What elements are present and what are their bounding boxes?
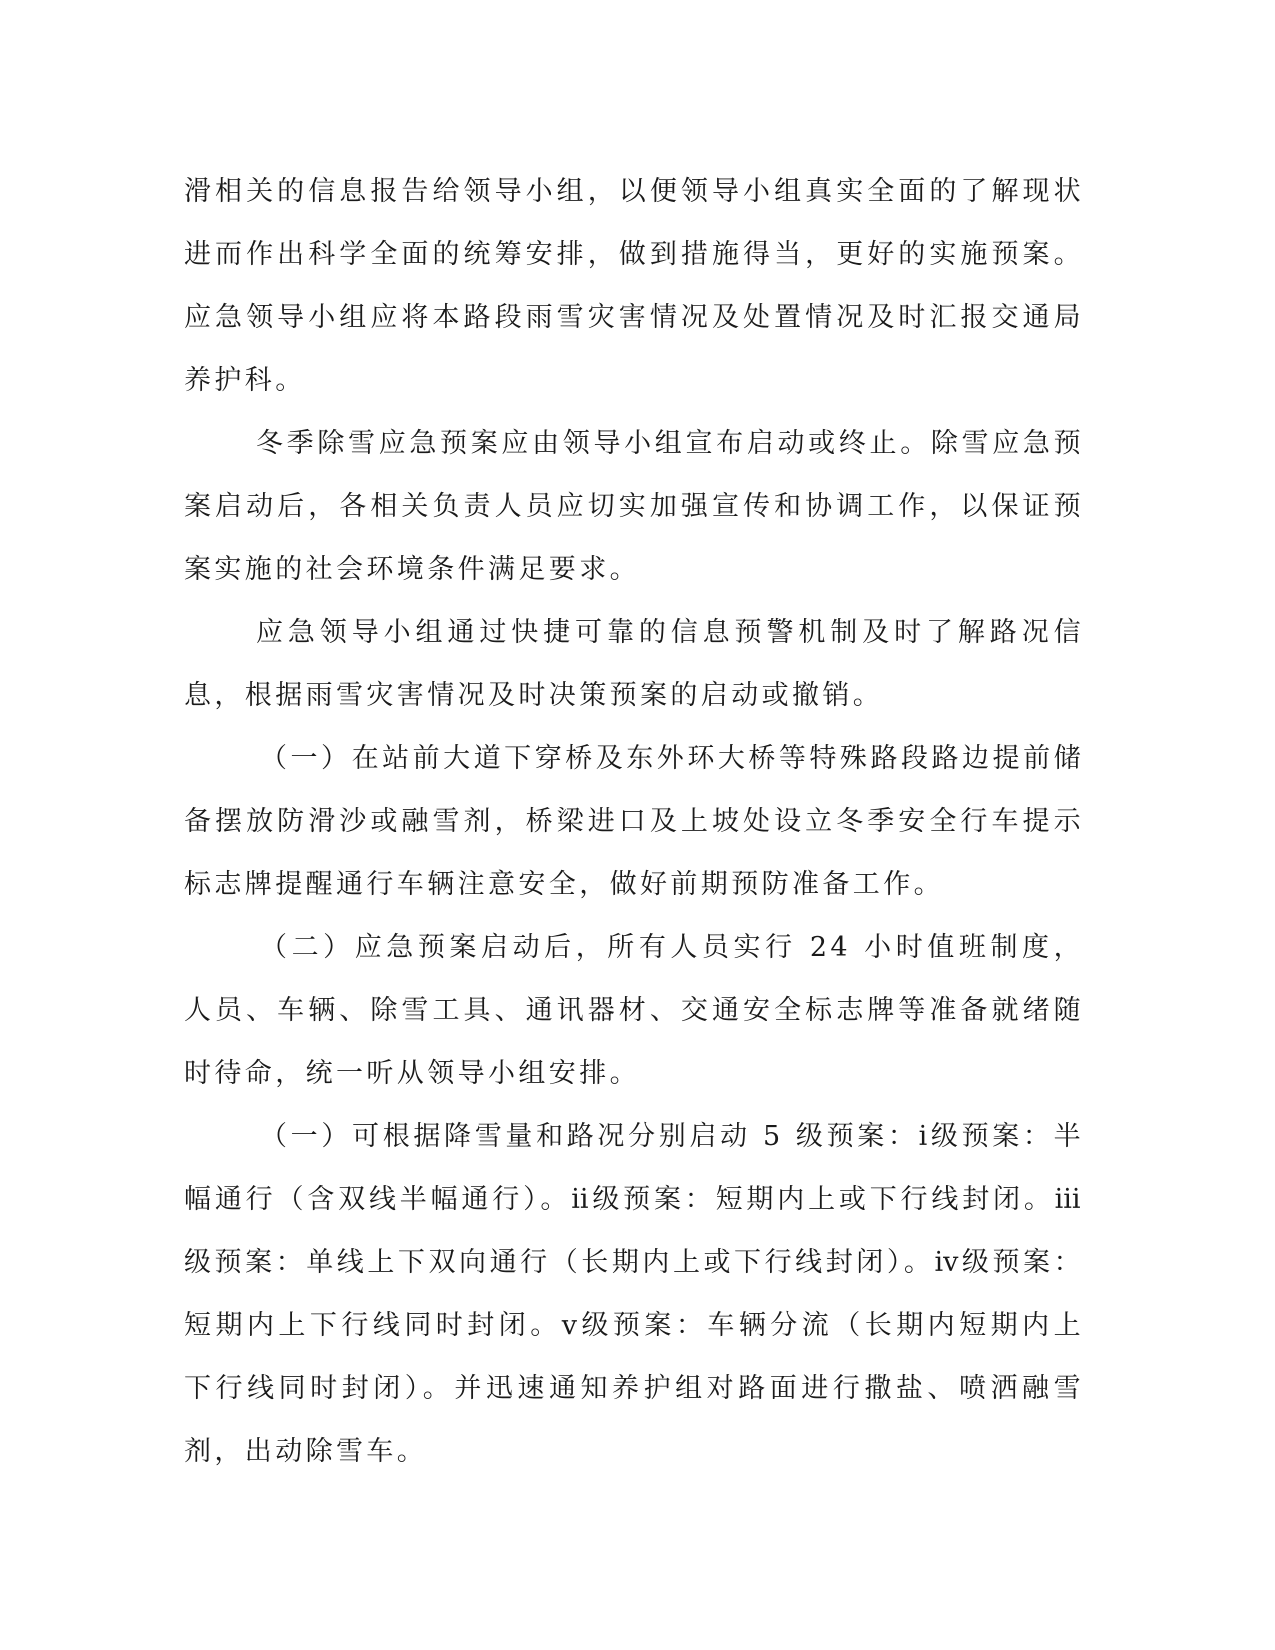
paragraph-plan-activation: 冬季除雪应急预案应由领导小组宣布启动或终止。除雪应急预案启动后，各相关负责人员应切实加强宣传和协调工作，以保证预案实施的社会环境条件满足要求。 — [184, 428, 1084, 585]
document-body — [184, 160, 1084, 1483]
paragraph-item-1-levels: （一）可根据降雪量和路况分别启动 5 级预案：ⅰ级预案：半幅通行（含双线半幅通行）。ⅱ级预案：短期内上或下行线封闭。ⅲ级预案：单线上下双向通行（长期内上或下行线封闭）。ⅳ级预案：短期内上下行线同时封闭。ⅴ级预案：车辆分流（长期内短期内上下行线同时封闭）。并迅速通知养护组对路面进行撒盐、喷洒融雪剂，出动除雪车。 — [184, 1121, 1084, 1467]
paragraph-report-to-leadership: 滑相关的信息报告给领导小组，以便领导小组真实全面的了解现状进而作出科学全面的统筹安排，做到措施得当，更好的实施预案。应急领导小组应将本路段雨雪灾害情况及处置情况及时汇报交通局养护科。 — [184, 176, 1084, 396]
paragraph-item-1-preparation: （一）在站前大道下穿桥及东外环大桥等特殊路段路边提前储备摆放防滑沙或融雪剂，桥梁进口及上坡处设立冬季安全行车提示标志牌提醒通行车辆注意安全，做好前期预防准备工作。 — [184, 743, 1084, 900]
paragraph-item-2-duty: （二）应急预案启动后，所有人员实行 24 小时值班制度，人员、车辆、除雪工具、通讯器材、交通安全标志牌等准备就绪随时待命，统一听从领导小组安排。 — [184, 932, 1084, 1089]
paragraph-warning-mechanism: 应急领导小组通过快捷可靠的信息预警机制及时了解路况信息，根据雨雪灾害情况及时决策预案的启动或撤销。 — [184, 617, 1084, 711]
